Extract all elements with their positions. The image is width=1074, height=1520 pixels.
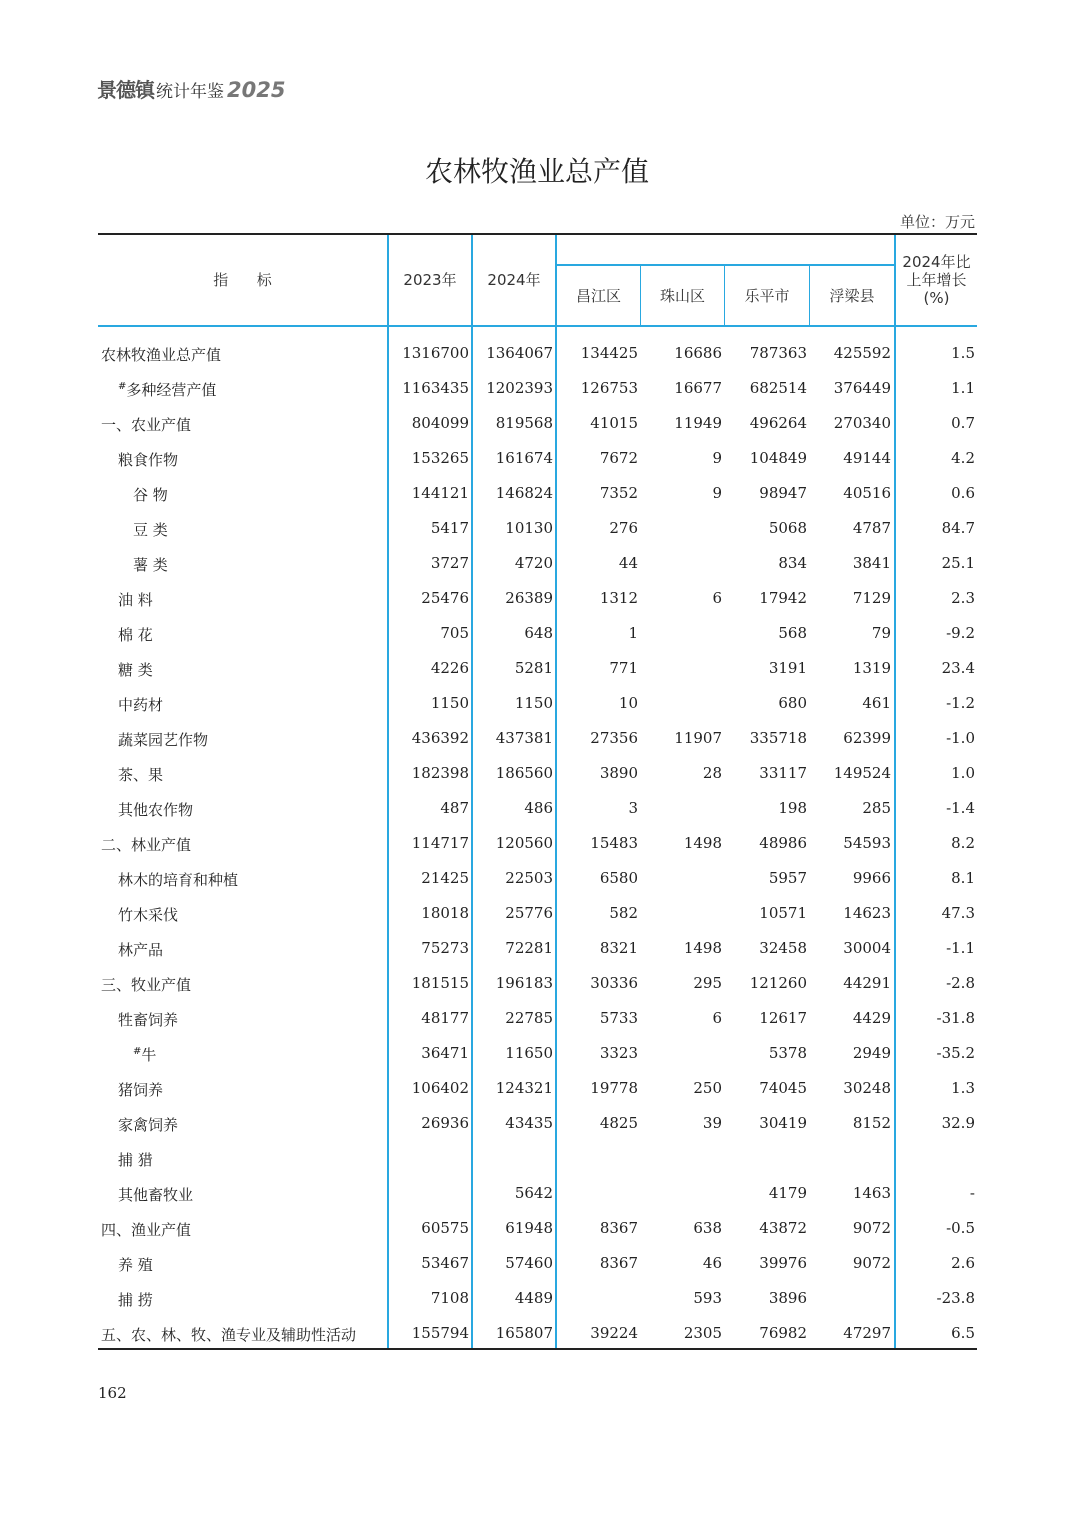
row-label-text: 四、渔业产值	[101, 1221, 192, 1239]
cell-value: 25476	[421, 589, 469, 607]
row-label-text: 牛	[141, 1046, 157, 1064]
table-row	[98, 966, 977, 1001]
cell-value: 8367	[599, 1219, 638, 1237]
table-row	[98, 861, 977, 896]
cell-value: 16677	[674, 379, 722, 397]
cell-value: 9072	[852, 1219, 891, 1237]
row-label	[118, 904, 178, 925]
cell-value: 834	[778, 554, 807, 572]
table-row	[98, 1071, 977, 1106]
header-indicator: 指 标	[213, 271, 272, 289]
cell-value: 40516	[843, 484, 891, 502]
cell-value: 74045	[759, 1079, 807, 1097]
cell-value: 49144	[843, 449, 891, 467]
row-label	[118, 1184, 193, 1205]
cell-value: 98947	[759, 484, 807, 502]
cell-value: 27356	[590, 729, 638, 747]
cell-value: 146824	[495, 484, 553, 502]
page-title: 农林牧渔业总产值	[424, 155, 649, 188]
cell-value: 461	[862, 694, 891, 712]
table-row	[98, 441, 977, 476]
cell-value: 6	[712, 589, 722, 607]
header-growth	[896, 253, 977, 307]
cell-value: 496264	[749, 414, 807, 432]
row-label	[118, 624, 153, 645]
row-label-text: 林产品	[118, 941, 164, 959]
row-label-text: 其他农作物	[118, 801, 194, 819]
cell-value: 3323	[599, 1044, 638, 1062]
row-label-text: 薯 类	[133, 556, 168, 574]
table-row	[98, 686, 977, 721]
cell-value: 23.4	[941, 659, 975, 677]
table-row	[98, 651, 977, 686]
cell-value: 582	[609, 904, 638, 922]
row-label	[118, 764, 163, 785]
cell-value: 1150	[430, 694, 469, 712]
cell-value: 4.2	[951, 449, 975, 467]
cell-value: 1319	[852, 659, 891, 677]
cell-value: 8367	[599, 1254, 638, 1272]
row-label	[133, 484, 168, 505]
table-row	[98, 616, 977, 651]
cell-value: 43872	[759, 1219, 807, 1237]
table-row	[98, 511, 977, 546]
row-label	[118, 1149, 153, 1170]
row-label	[118, 939, 163, 960]
cell-value: 196183	[495, 974, 553, 992]
cell-value: 10	[618, 694, 638, 712]
table-row	[98, 721, 977, 756]
cell-value: 47297	[843, 1324, 891, 1342]
cell-value: 32.9	[941, 1114, 975, 1132]
cell-value: 30336	[590, 974, 638, 992]
row-label-text: 多种经营产值	[126, 381, 217, 399]
table-row	[98, 1281, 977, 1316]
row-label-text: 其他畜牧业	[118, 1186, 194, 1204]
cell-value: 7108	[430, 1289, 469, 1307]
cell-value: 32458	[759, 939, 807, 957]
row-label	[101, 344, 221, 365]
footnote-mark: #	[118, 381, 127, 392]
row-label-text: 豆 类	[133, 521, 168, 539]
cell-value: 48986	[759, 834, 807, 852]
cell-value: 36471	[421, 1044, 469, 1062]
footnote-mark: #	[133, 1046, 142, 1057]
cell-value: 198	[778, 799, 807, 817]
cell-value: 14623	[843, 904, 891, 922]
header-2024: 2024年	[487, 271, 541, 289]
row-label	[118, 1114, 178, 1135]
cell-value: 106402	[411, 1079, 469, 1097]
row-label	[118, 449, 178, 470]
cell-value: 7672	[599, 449, 638, 467]
cell-value: 21425	[421, 869, 469, 887]
cell-value: 5378	[768, 1044, 807, 1062]
cell-value: 250	[693, 1079, 722, 1097]
cell-value: 120560	[495, 834, 553, 852]
cell-value: 804099	[411, 414, 469, 432]
cell-value: -1.1	[946, 939, 975, 957]
cell-value: 285	[862, 799, 891, 817]
header-year: 2025	[227, 78, 286, 102]
cell-value: 5417	[430, 519, 469, 537]
table-row	[98, 1246, 977, 1281]
cell-value: -	[969, 1184, 975, 1202]
row-label-text: 三、牧业产值	[101, 976, 192, 994]
cell-value: 114717	[411, 834, 469, 852]
cell-value: 376449	[833, 379, 891, 397]
cell-value: 4429	[852, 1009, 891, 1027]
table-top-rule	[98, 233, 977, 235]
header-bottom-rule	[98, 325, 977, 327]
table-row	[98, 1316, 977, 1351]
cell-value: -2.8	[946, 974, 975, 992]
cell-value: 41015	[590, 414, 638, 432]
cell-value: 6	[712, 1009, 722, 1027]
cell-value: 19778	[590, 1079, 638, 1097]
row-label-text: 养 殖	[118, 1256, 153, 1274]
cell-value: 47.3	[941, 904, 975, 922]
row-label-text: 牲畜饲养	[118, 1011, 179, 1029]
cell-value: 22785	[505, 1009, 553, 1027]
cell-value: 144121	[411, 484, 469, 502]
cell-value: 437381	[495, 729, 553, 747]
cell-value: 1463	[852, 1184, 891, 1202]
cell-value: -1.2	[946, 694, 975, 712]
row-label	[118, 1009, 178, 1030]
cell-value: 15483	[590, 834, 638, 852]
cell-value: 1312	[599, 589, 638, 607]
row-label	[118, 1289, 153, 1310]
row-label-text: 竹木采伐	[118, 906, 179, 924]
cell-value: 425592	[833, 344, 891, 362]
cell-value: 7352	[599, 484, 638, 502]
cell-value: 48177	[421, 1009, 469, 1027]
row-label-text: 粮食作物	[118, 451, 179, 469]
table-row	[98, 791, 977, 826]
cell-value: 10130	[505, 519, 553, 537]
row-label-text: 捕 捞	[118, 1291, 153, 1309]
row-label	[101, 1324, 356, 1345]
cell-value: 43435	[505, 1114, 553, 1132]
row-label	[118, 1079, 163, 1100]
row-label-text: 茶、果	[118, 766, 164, 784]
cell-value: 54593	[843, 834, 891, 852]
cell-value: 2.6	[951, 1254, 975, 1272]
cell-value: 33117	[759, 764, 807, 782]
header-district-leping: 乐平市	[744, 287, 790, 305]
row-label	[118, 799, 193, 820]
cell-value: 9	[712, 484, 722, 502]
row-label	[118, 659, 153, 680]
cell-value: 270340	[833, 414, 891, 432]
cell-value: 0.6	[951, 484, 975, 502]
table-row	[98, 756, 977, 791]
cell-value: 4226	[430, 659, 469, 677]
unit-label: 单位：万元	[899, 213, 975, 231]
table-row	[98, 476, 977, 511]
row-label	[118, 589, 153, 610]
cell-value: 18018	[421, 904, 469, 922]
row-label	[118, 694, 163, 715]
cell-value: 3841	[852, 554, 891, 572]
cell-value: -23.8	[936, 1289, 975, 1307]
cell-value: 1498	[683, 939, 722, 957]
cell-value: 3	[628, 799, 638, 817]
row-label	[101, 974, 191, 995]
cell-value: 155794	[411, 1324, 469, 1342]
cell-value: 76982	[759, 1324, 807, 1342]
cell-value: 16686	[674, 344, 722, 362]
cell-value: 182398	[411, 764, 469, 782]
cell-value: 486	[524, 799, 553, 817]
cell-value: 26936	[421, 1114, 469, 1132]
cell-value: 25.1	[941, 554, 975, 572]
header-growth-line3: (%)	[923, 289, 950, 307]
table-row	[98, 1141, 977, 1176]
cell-value: 39976	[759, 1254, 807, 1272]
cell-value: 2305	[683, 1324, 722, 1342]
cell-value: 593	[693, 1289, 722, 1307]
table-row	[98, 1001, 977, 1036]
cell-value: 1150	[514, 694, 553, 712]
cell-value: 682514	[749, 379, 807, 397]
cell-value: -1.4	[946, 799, 975, 817]
row-label-text: 二、林业产值	[101, 836, 192, 854]
cell-value: 8152	[852, 1114, 891, 1132]
cell-value: 3191	[768, 659, 807, 677]
header-city: 景德镇	[97, 78, 154, 102]
cell-value: 6.5	[951, 1324, 975, 1342]
cell-value: 46	[702, 1254, 722, 1272]
cell-value: 1498	[683, 834, 722, 852]
page-number: 162	[98, 1384, 127, 1402]
cell-value: 680	[778, 694, 807, 712]
cell-value: 44	[618, 554, 638, 572]
cell-value: 30004	[843, 939, 891, 957]
row-label-text: 农林牧渔业总产值	[101, 346, 222, 364]
table-row	[98, 406, 977, 441]
cell-value: 60575	[421, 1219, 469, 1237]
cell-value: 3890	[599, 764, 638, 782]
table-row	[98, 1036, 977, 1071]
cell-value: 30248	[843, 1079, 891, 1097]
row-label	[101, 1219, 191, 1240]
cell-value: 181515	[411, 974, 469, 992]
table-row	[98, 336, 977, 371]
row-label	[118, 379, 216, 400]
cell-value: 276	[609, 519, 638, 537]
cell-value: 5068	[768, 519, 807, 537]
row-label-text: 猪饲养	[118, 1081, 164, 1099]
cell-value: 149524	[833, 764, 891, 782]
cell-value: 4179	[768, 1184, 807, 1202]
cell-value: 819568	[495, 414, 553, 432]
row-label-text: 油 料	[118, 591, 153, 609]
cell-value: 134425	[580, 344, 638, 362]
row-label-text: 家禽饲养	[118, 1116, 179, 1134]
cell-value: 1.3	[951, 1079, 975, 1097]
cell-value: 22503	[505, 869, 553, 887]
yearbook-header	[97, 74, 285, 104]
cell-value: 4489	[514, 1289, 553, 1307]
cell-value: 57460	[505, 1254, 553, 1272]
cell-value: 436392	[411, 729, 469, 747]
cell-value: 1364067	[486, 344, 553, 362]
cell-value: 568	[778, 624, 807, 642]
row-label-text: 一、农业产值	[101, 416, 192, 434]
cell-value: 5733	[599, 1009, 638, 1027]
cell-value: 11907	[674, 729, 722, 747]
cell-value: 6580	[599, 869, 638, 887]
cell-value: -31.8	[936, 1009, 975, 1027]
table-row	[98, 826, 977, 861]
row-label-text: 谷 物	[133, 486, 168, 504]
cell-value: -35.2	[936, 1044, 975, 1062]
table-row	[98, 931, 977, 966]
cell-value: 126753	[580, 379, 638, 397]
row-label	[133, 1044, 156, 1065]
cell-value: 17942	[759, 589, 807, 607]
cell-value: 5642	[514, 1184, 553, 1202]
header-district-zhushan: 珠山区	[659, 287, 705, 305]
cell-value: 2949	[852, 1044, 891, 1062]
cell-value: 11949	[674, 414, 722, 432]
cell-value: 487	[440, 799, 469, 817]
row-label	[101, 414, 191, 435]
table-row	[98, 546, 977, 581]
cell-value: 3896	[768, 1289, 807, 1307]
cell-value: 25776	[505, 904, 553, 922]
row-label-text: 中药材	[118, 696, 164, 714]
cell-value: 8321	[599, 939, 638, 957]
header-district-fuliang: 浮梁县	[829, 287, 875, 305]
cell-value: 1316700	[402, 344, 469, 362]
cell-value: 638	[693, 1219, 722, 1237]
table-row	[98, 1106, 977, 1141]
cell-value: 2.3	[951, 589, 975, 607]
cell-value: 3727	[430, 554, 469, 572]
cell-value: 28	[702, 764, 722, 782]
cell-value: 39	[702, 1114, 722, 1132]
cell-value: 1	[628, 624, 638, 642]
row-label	[133, 519, 168, 540]
row-label-text: 糖 类	[118, 661, 153, 679]
cell-value: 771	[609, 659, 638, 677]
header-district-changjiang: 昌江区	[575, 287, 621, 305]
cell-value: 84.7	[941, 519, 975, 537]
cell-value: 12617	[759, 1009, 807, 1027]
cell-value: 53467	[421, 1254, 469, 1272]
row-label	[118, 729, 208, 750]
cell-value: 79	[871, 624, 891, 642]
cell-value: 9966	[852, 869, 891, 887]
header-growth-line1: 2024年比	[902, 253, 971, 271]
row-label	[133, 554, 168, 575]
row-label-text: 棉 花	[118, 626, 153, 644]
row-label	[101, 834, 191, 855]
cell-value: 61948	[505, 1219, 553, 1237]
cell-value: 5957	[768, 869, 807, 887]
table-row	[98, 581, 977, 616]
row-label-text: 捕 猎	[118, 1151, 153, 1169]
cell-value: 4825	[599, 1114, 638, 1132]
table-row	[98, 896, 977, 931]
cell-value: 1.5	[951, 344, 975, 362]
table-row	[98, 1211, 977, 1246]
cell-value: 8.1	[951, 869, 975, 887]
cell-value: 787363	[749, 344, 807, 362]
cell-value: 26389	[505, 589, 553, 607]
header-2023: 2023年	[403, 271, 457, 289]
cell-value: 30419	[759, 1114, 807, 1132]
cell-value: 648	[524, 624, 553, 642]
row-label-text: 林木的培育和种植	[118, 871, 239, 889]
cell-value: 9072	[852, 1254, 891, 1272]
row-label	[118, 869, 238, 890]
cell-value: 1.0	[951, 764, 975, 782]
cell-value: 72281	[505, 939, 553, 957]
cell-value: 4787	[852, 519, 891, 537]
cell-value: 165807	[495, 1324, 553, 1342]
cell-value: 121260	[749, 974, 807, 992]
cell-value: 75273	[421, 939, 469, 957]
cell-value: 62399	[843, 729, 891, 747]
row-label	[118, 1254, 153, 1275]
cell-value: -1.0	[946, 729, 975, 747]
cell-value: 8.2	[951, 834, 975, 852]
cell-value: 0.7	[951, 414, 975, 432]
row-label-text: 蔬菜园艺作物	[118, 731, 209, 749]
cell-value: 295	[693, 974, 722, 992]
cell-value: 11650	[505, 1044, 553, 1062]
cell-value: 10571	[759, 904, 807, 922]
cell-value: 9	[712, 449, 722, 467]
cell-value: 186560	[495, 764, 553, 782]
header-book: 统计年鉴	[156, 82, 224, 102]
cell-value: 4720	[514, 554, 553, 572]
cell-value: 335718	[749, 729, 807, 747]
cell-value: 124321	[495, 1079, 553, 1097]
cell-value: 161674	[495, 449, 553, 467]
cell-value: 39224	[590, 1324, 638, 1342]
cell-value: 1.1	[951, 379, 975, 397]
cell-value: 44291	[843, 974, 891, 992]
cell-value: 104849	[749, 449, 807, 467]
row-label-text: 五、农、林、牧、渔专业及辅助性活动	[101, 1326, 357, 1344]
cell-value: -9.2	[946, 624, 975, 642]
table-row	[98, 1176, 977, 1211]
cell-value: 7129	[852, 589, 891, 607]
cell-value: 153265	[411, 449, 469, 467]
cell-value: 5281	[514, 659, 553, 677]
cell-value: 1163435	[402, 379, 469, 397]
table-row	[98, 371, 977, 406]
header-growth-line2: 上年增长	[906, 271, 967, 289]
cell-value: 1202393	[486, 379, 553, 397]
cell-value: 705	[440, 624, 469, 642]
cell-value: -0.5	[946, 1219, 975, 1237]
